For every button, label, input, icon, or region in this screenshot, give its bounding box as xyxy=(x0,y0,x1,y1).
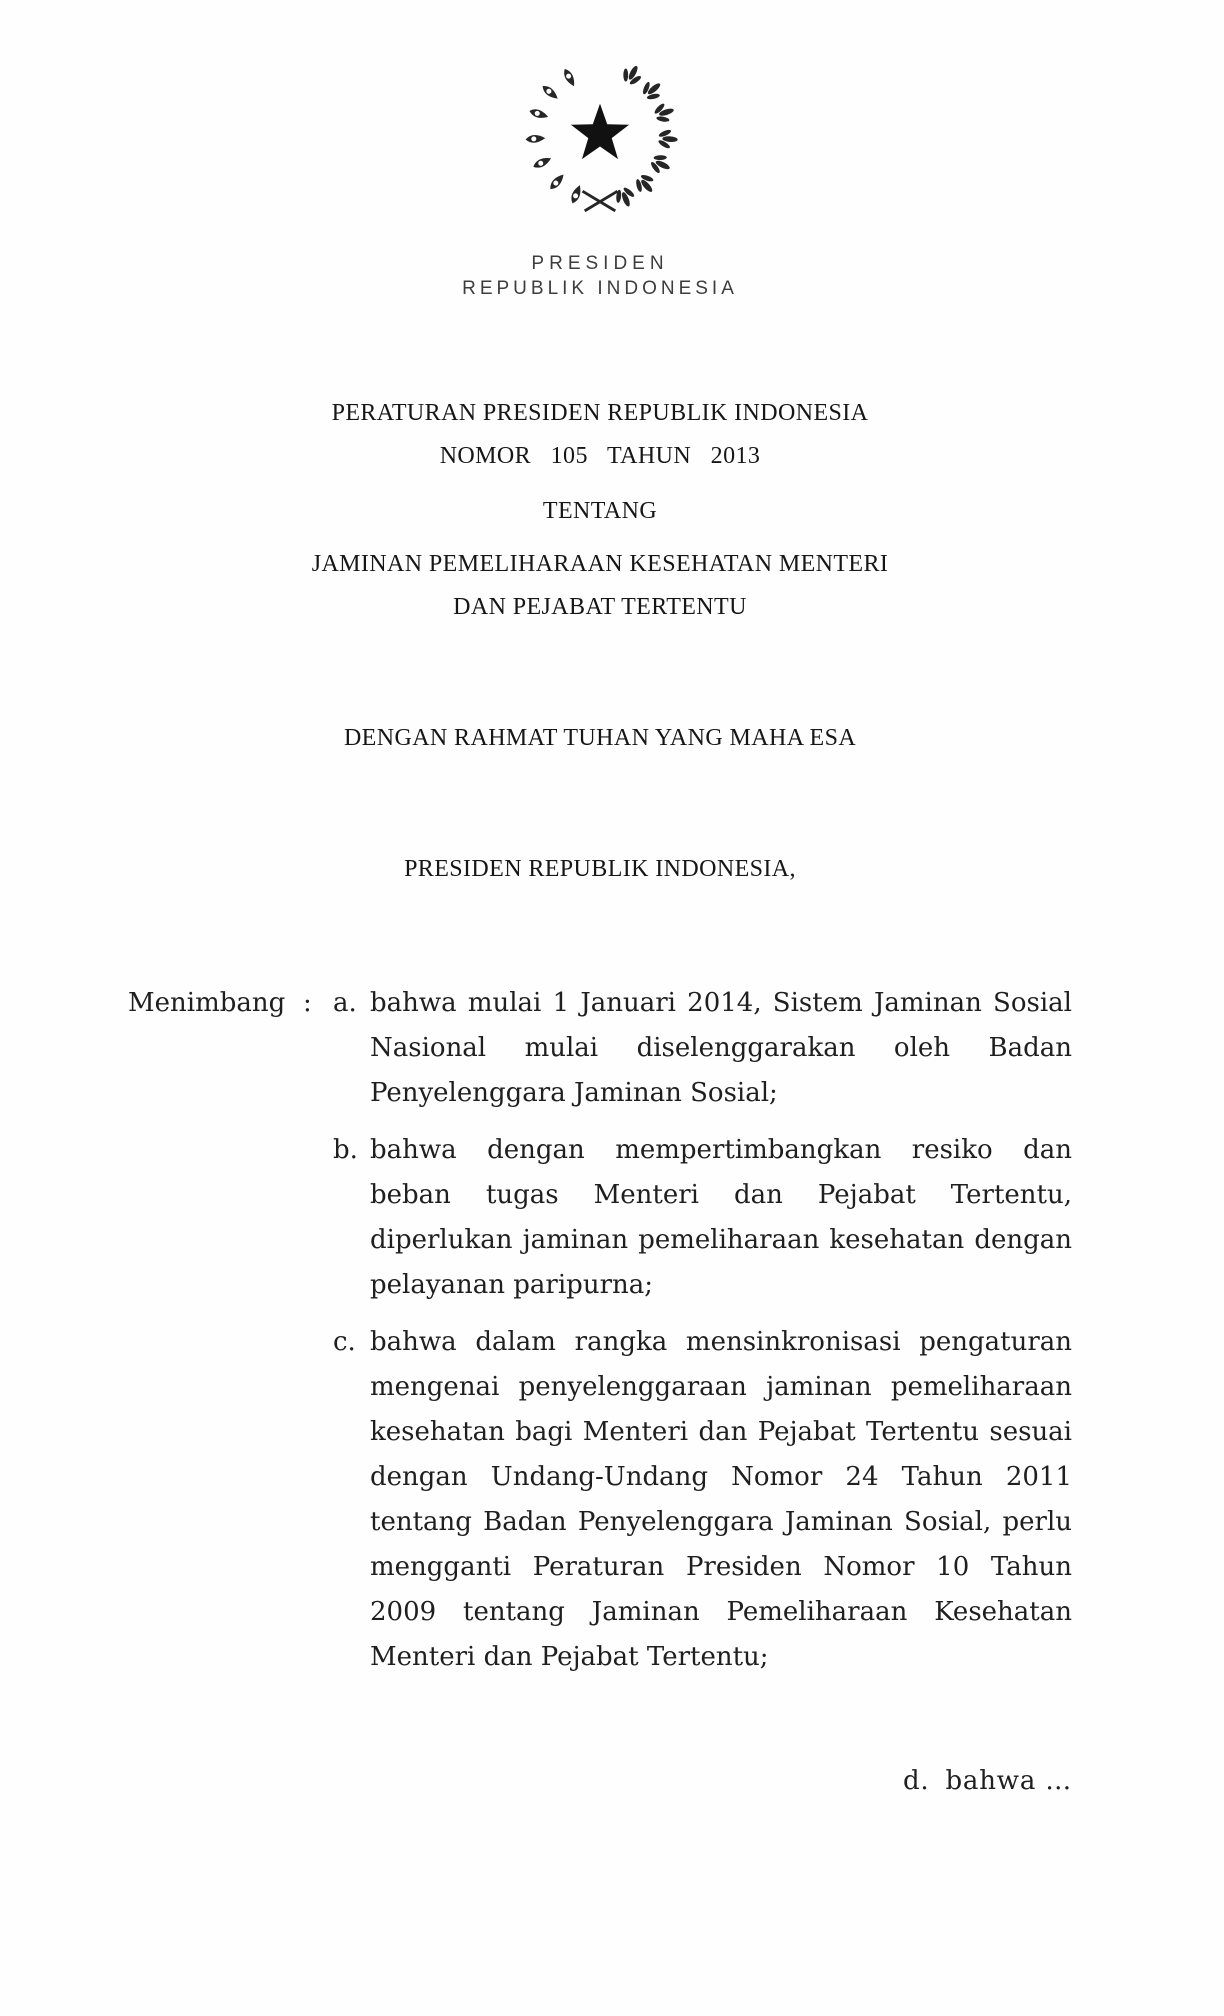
regulation-subject-line1: JAMINAN PEMELIHARAAN KESEHATAN MENTERI xyxy=(311,551,889,577)
item-text: bahwa mulai 1 Januari 2014, Sistem Jaminan Sosial Nasional mulai diselenggarakan oleh Badan Penyelenggara Jaminan Sosial; xyxy=(370,988,1072,1108)
invocation-line: DENGAN RAHMAT TUHAN YANG MAHA ESA xyxy=(343,725,857,751)
presidential-emblem-icon xyxy=(521,62,679,224)
regulation-subject-line2: DAN PEJABAT TERTENTU xyxy=(453,594,747,620)
item-text: bahwa dalam rangka mensinkronisasi pengaturan mengenai penyelenggaraan jaminan pemeliharaan kesehatan bagi Menteri dan Pejabat Tertentu sesuai dengan Undang-Undang Nomor 24 Tahun 2011 tentang Badan Penyelenggara Jaminan Sosial, perlu mengganti Peraturan Presiden Nomor 10 Tahun 2009 tentang Jaminan Pemeliharaan Kesehatan Menteri dan Pejabat Tertentu; xyxy=(370,1327,1072,1672)
star-icon xyxy=(571,104,629,159)
letterhead-republik-indonesia: REPUBLIK INDONESIA xyxy=(462,278,738,299)
catchword-text: bahwa … xyxy=(945,1766,1072,1796)
item-text: bahwa dengan mempertimbangkan resiko dan beban tugas Menteri dan Pejabat Tertentu, diperlukan jaminan pemeliharaan kesehatan dengan pelayanan paripurna; xyxy=(370,1135,1072,1300)
menimbang-label: Menimbang xyxy=(128,988,286,1018)
catchword-marker: d. xyxy=(902,1766,930,1796)
regulation-tentang-line: TENTANG xyxy=(542,498,658,524)
enacting-authority-line: PRESIDEN REPUBLIK INDONESIA, xyxy=(404,856,796,882)
regulation-number-line: NOMOR 105 TAHUN 2013 xyxy=(439,443,761,469)
considerations-section xyxy=(128,981,1072,1680)
consideration-item-b xyxy=(333,1128,1072,1308)
item-marker: a. xyxy=(333,988,357,1018)
letterhead-presiden: PRESIDEN xyxy=(531,253,669,274)
letterhead xyxy=(128,62,1072,302)
regulation-title-block xyxy=(128,392,1072,629)
item-marker: c. xyxy=(333,1327,356,1357)
page-catchword xyxy=(128,1764,1072,1798)
item-marker: b. xyxy=(333,1135,358,1165)
consideration-item-a xyxy=(333,981,1072,1116)
menimbang-colon: : xyxy=(303,988,312,1018)
considerations-list xyxy=(333,981,1072,1680)
regulation-title-line1: PERATURAN PRESIDEN REPUBLIK INDONESIA xyxy=(331,400,869,426)
consideration-item-c xyxy=(333,1320,1072,1680)
